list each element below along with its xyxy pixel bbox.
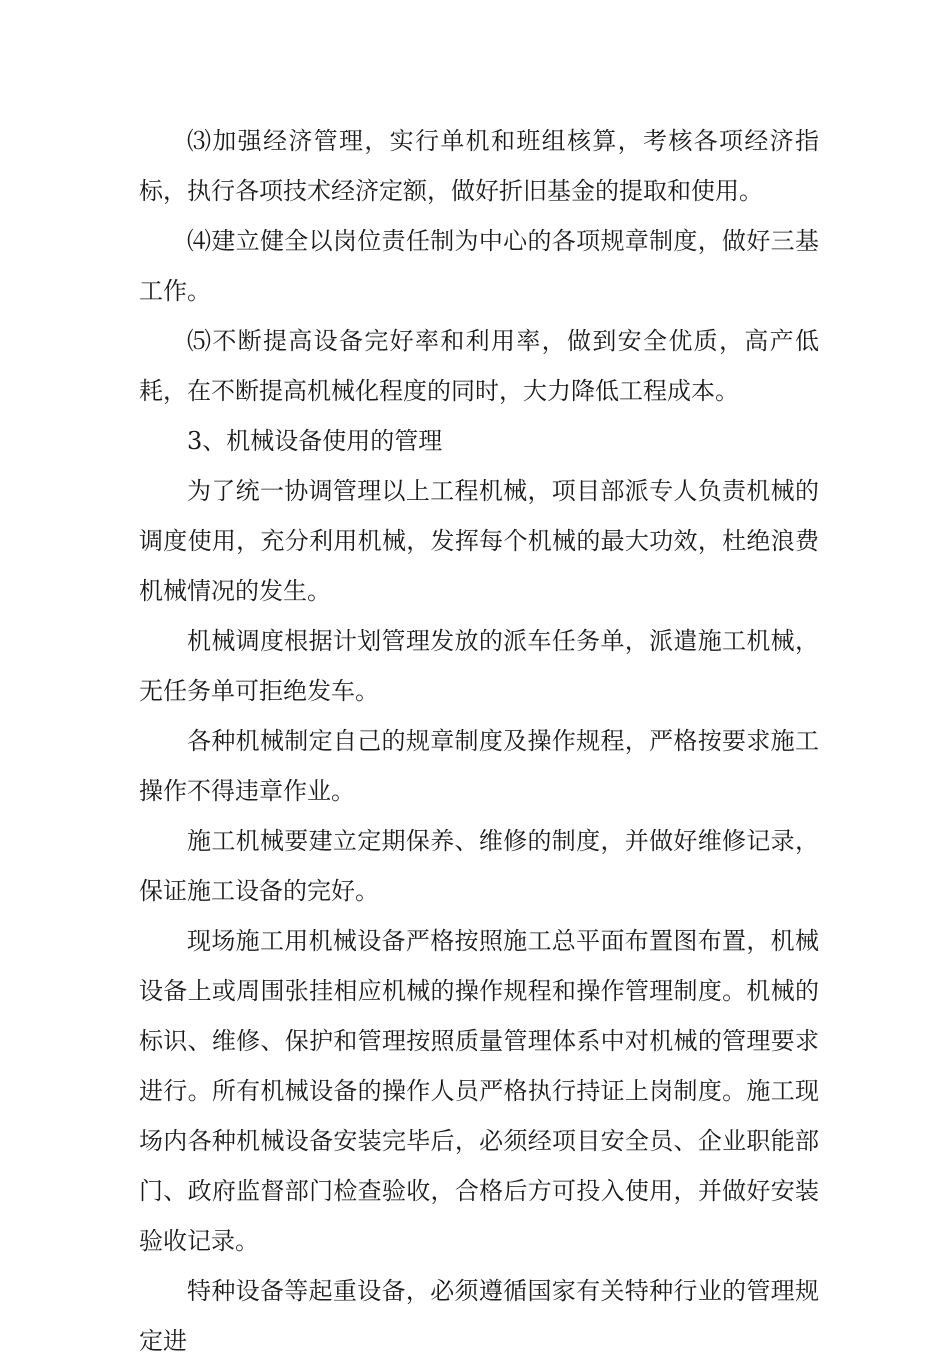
section-heading: 3、机械设备使用的管理 [187,427,443,455]
paragraph-maintenance: 施工机械要建立定期保养、维修的制度，并做好维修记录，保证施工设备的完好。 [139,827,819,905]
paragraph-operating-rules: 各种机械制定自己的规章制度及操作规程，严格按要求施工操作不得违章作业。 [139,727,819,805]
paragraph-equipment-rate: ⑸不断提高设备完好率和利用率，做到安全优质，高产低耗，在不断提高机械化程度的同时，大力降低工程成本。 [139,327,819,405]
paragraph-site-layout: 现场施工用机械设备严格按照施工总平面布置图布置，机械设备上或周围张挂相应机械的操作规程和操作管理制度。机械的标识、维修、保护和管理按照质量管理体系中对机械的管理要求进行。所有机械设备的操作人员严格执行持证上岗制度。施工现场内各种机械设备安装完毕后，必须经项目安全员、企业职能部门、政府监督部门检查验收，合格后方可投入使用，并做好安装验收记录。 [139,927,819,1255]
paragraph-economic-management: ⑶加强经济管理，实行单机和班组核算，考核各项经济指标，执行各项技术经济定额，做好折旧基金的提取和使用。 [139,127,819,205]
paragraph-special-equipment: 特种设备等起重设备，必须遵循国家有关特种行业的管理规定进 [139,1277,819,1355]
paragraph-task-order: 机械调度根据计划管理发放的派车任务单，派遣施工机械，无任务单可拒绝发车。 [139,627,819,705]
document-body [139,116,819,1366]
paragraph-rules-system: ⑷建立健全以岗位责任制为中心的各项规章制度，做好三基工作。 [139,227,819,305]
paragraph-dispatch: 为了统一协调管理以上工程机械，项目部派专人负责机械的调度使用，充分利用机械，发挥每个机械的最大功效，杜绝浪费机械情况的发生。 [139,477,819,605]
